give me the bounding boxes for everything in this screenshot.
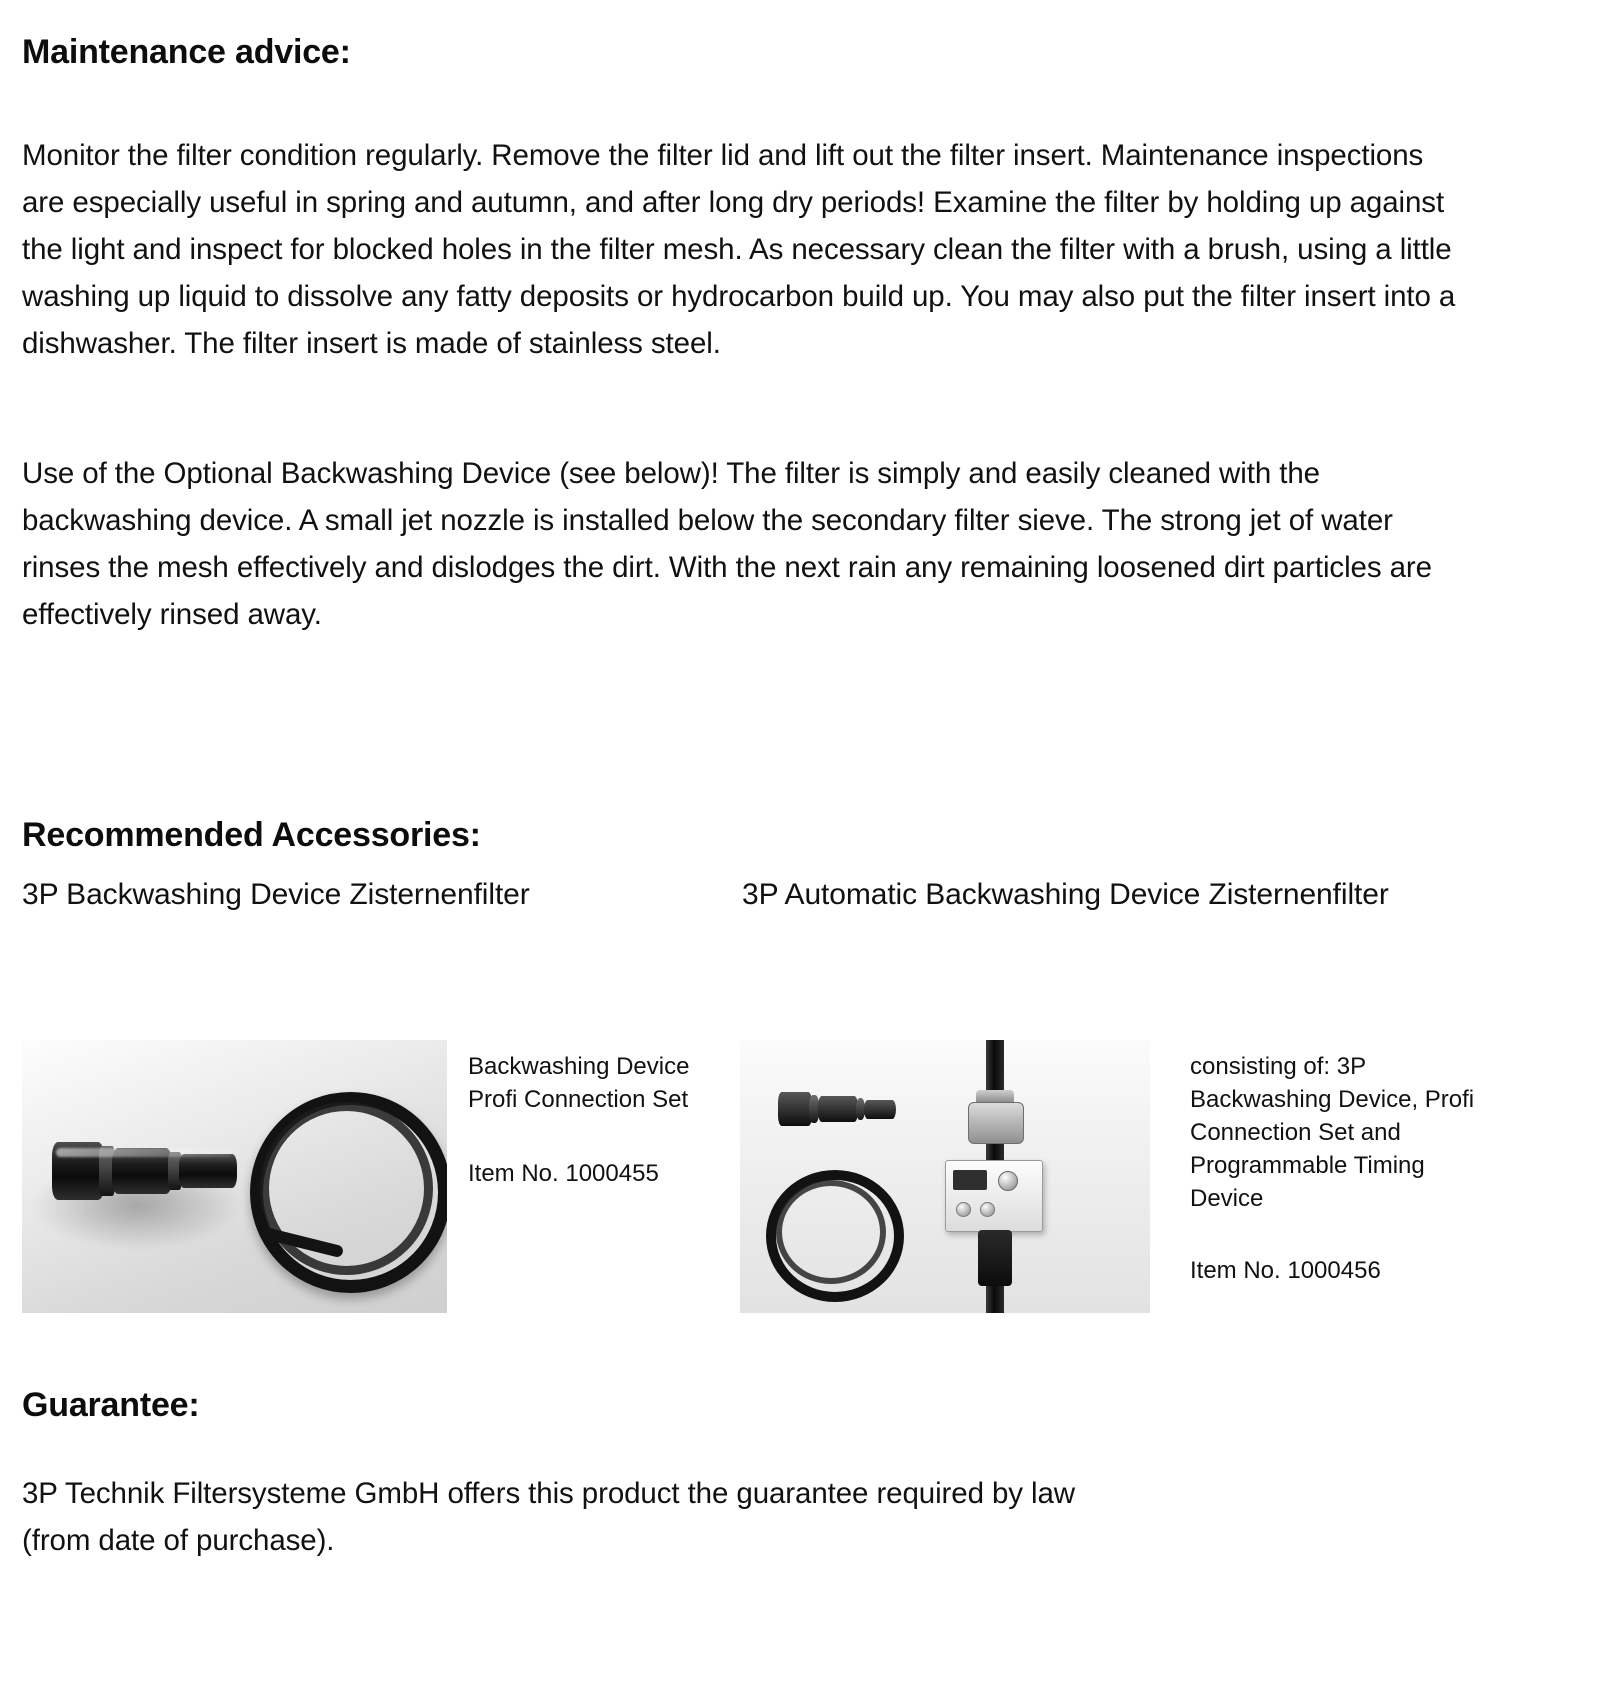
guarantee-paragraph: 3P Technik Filtersysteme GmbH offers this product the guarantee required by law (from date of purchase). <box>22 1476 1075 1557</box>
accessory-item-number-automatic-backwashing-device: Item No. 1000456 <box>1190 1257 1381 1284</box>
maintenance-heading: Maintenance advice: <box>22 32 351 71</box>
accessory-image-automatic-backwashing-device <box>740 1040 1150 1313</box>
timing-device-knob <box>998 1171 1018 1191</box>
accessory-title-backwashing-device: 3P Backwashing Device Zisternenfilter <box>22 878 530 911</box>
accessory-caption-automatic-backwashing-device: consisting of: 3P Backwashing Device, Profi Connection Set and Programmable Timing Device <box>1190 1053 1475 1212</box>
accessory-title-automatic-backwashing-device: 3P Automatic Backwashing Device Zisternenfilter <box>742 878 1389 911</box>
maintenance-paragraph-1: Monitor the filter condition regularly. Remove the filter lid and lift out the filter insert. Maintenance inspections are especially useful in spring and autumn, and after long dry periods! Examine the filter by holding up against the light and inspect for blocked holes in the filter mesh. As necessary clean the filter with a brush, using a little washing up liquid to dissolve any fatty deposits or hydrocarbon build up. You may also put the filter insert into a dishwasher. The filter insert is made of stainless steel. <box>22 138 1456 360</box>
lower-fitting-illustration <box>978 1230 1012 1286</box>
accessory-image-backwashing-device <box>22 1040 447 1313</box>
hose-coil-inner-illustration <box>776 1180 886 1284</box>
valve-illustration <box>968 1102 1024 1144</box>
accessories-heading: Recommended Accessories: <box>22 816 481 855</box>
maintenance-paragraph-2: Use of the Optional Backwashing Device (see below)! The filter is simply and easily cleaned with the backwashing device. A small jet nozzle is installed below the secondary filter sieve. The strong jet of water rinses the mesh effectively and dislodges the dirt. With the next rain any remaining loosened dirt particles are effectively rinsed away. <box>22 456 1432 631</box>
connector-illustration <box>778 1086 896 1130</box>
accessory-caption-backwashing-device: Backwashing Device Profi Connection Set <box>468 1053 690 1113</box>
hose-coil-inner-illustration <box>260 1102 433 1275</box>
timing-device-screen <box>953 1170 987 1190</box>
connector-illustration <box>52 1132 237 1208</box>
timing-device-button-2 <box>980 1202 995 1217</box>
guarantee-heading: Guarantee: <box>22 1386 200 1425</box>
accessory-item-number-backwashing-device: Item No. 1000455 <box>468 1160 659 1187</box>
timing-device-button-1 <box>956 1202 971 1217</box>
